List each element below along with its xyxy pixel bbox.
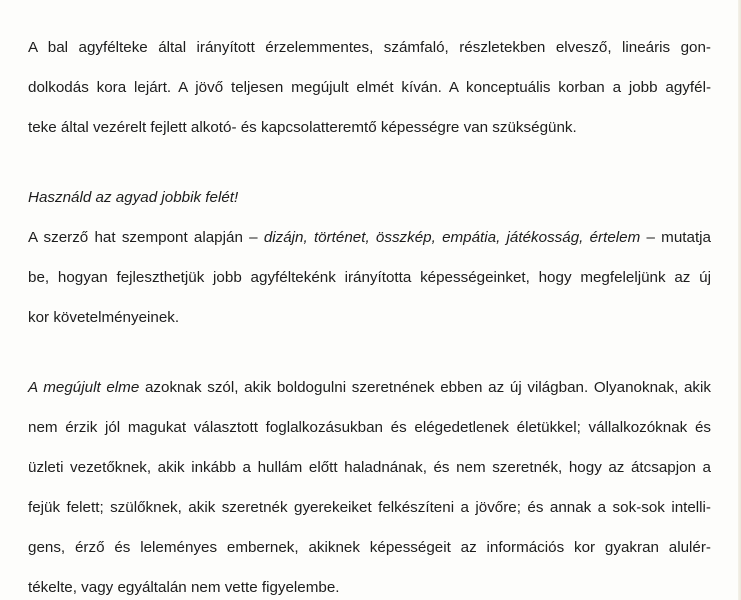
paragraph-1-line-2: dolkodás kora lejárt. A jövő teljesen megújult elmét kíván. A konceptuális korban a jobb agyfél- (28, 79, 711, 96)
paragraph-3-line-1: A megújult elme azoknak szól, akik boldogulni szeretnének ebben az új világban. Olyanoknak, akik (28, 379, 711, 396)
paragraph-2-line-3: kor követelményeinek. (28, 309, 180, 326)
paragraph-3-line-5: gens, érző és leleményes embernek, akiknek képességeit az információs kor gyakran alulér- (28, 539, 711, 556)
paragraph-1-line-3: teke által vezérelt fejlett alkotó- és kapcsolatteremtő képességre van szükségünk. (28, 119, 577, 136)
paragraph-1-line-1: A bal agyfélteke által irányított érzelemmentes, számfaló, részletekben elvesző, lineáris gon- (28, 39, 711, 56)
paragraph-3-line-6: tékelte, vagy egyáltalán nem vette figyelembe. (28, 579, 340, 596)
section-heading: Használd az agyad jobbik felét! (28, 189, 239, 206)
paragraph-3-line-4: fejük felett; szülőknek, akik szeretnék gyerekeiket felkészíteni a jövőre; és annak a sok-sok intelli- (28, 499, 711, 516)
paragraph-2-line-1: A szerző hat szempont alapján – dizájn, történet, összkép, empátia, játékosság, értelem – mutatja (28, 229, 711, 246)
paragraph-3-line-3: üzleti vezetőknek, akik inkább a hullám előtt haladnának, és nem szeretnék, hogy az átcsapjon a (28, 459, 711, 476)
paragraph-3-line-2: nem érzik jól magukat választott foglalkozásukban és elégedetlenek életükkel; vállalkozóknak és (28, 419, 711, 436)
paragraph-2-line-2: be, hogyan fejleszthetjük jobb agyféltekénk irányította képességeinket, hogy megfeleljünk az új (28, 269, 711, 286)
